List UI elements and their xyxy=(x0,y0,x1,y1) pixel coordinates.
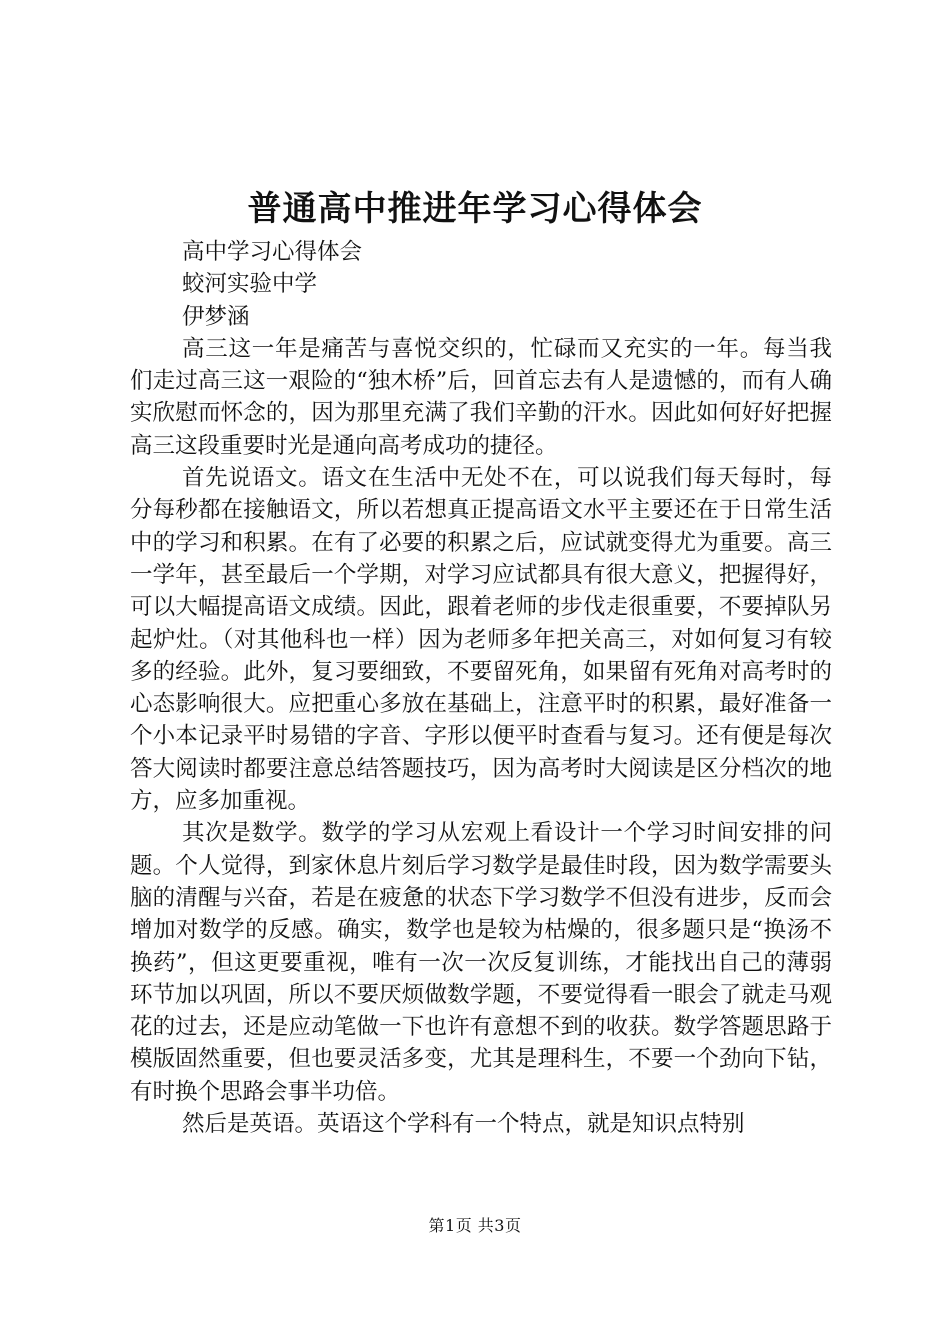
paragraph-subtitle: 高中学习心得体会 xyxy=(182,239,363,265)
paragraph-english: 然后是英语。英语这个学科有一个特点，就是知识点特别 xyxy=(182,1111,745,1138)
paragraph-school: 蛟河实验中学 xyxy=(182,271,318,298)
paragraph-author: 伊梦涵 xyxy=(182,303,250,330)
paragraph-chinese: 首先说语文。语文在生活中无处不在，可以说我们每天每时，每分每秒都在接触语文，所以若想真正提高语文水平主要还在于日常生活中的学习和积累。在有了必要的积累之后，应试就变得尤为重要。高三一学年，甚至最后一个学期，对学习应试都具有很大意义，把握得好，可以大幅提高语文成绩。因此，跟着老师的步伐走很重要，不要掉队另起炉灶。（对其他科也一样）因为老师多年把关高三，对如何复习有较多的经验。此外，复习要细致，不要留死角，如果留有死角对高考时的心态影响很大。应把重心多放在基础上，注意平时的积累，最好准备一个小本记录平时易错的字音、字形以便平时查看与复习。还有便是每次答大阅读时都要注意总结答题技巧，因为高考时大阅读是区分档次的地方，应多加重视。 xyxy=(130,465,832,815)
page-title: 普通高中推进年学习心得体会 xyxy=(247,189,703,229)
paragraph-math: 其次是数学。数学的学习从宏观上看设计一个学习时间安排的问题。个人觉得，到家休息片刻后学习数学是最佳时段，因为数学需要头脑的清醒与兴奋，若是在疲惫的状态下学习数学不但没有进步，反而会增加对数学的反感。确实，数学也是较为枯燥的，很多题只是“换汤不换药”，但这更要重视，唯有一次一次反复训练，才能找出自己的薄弱环节加以巩固，所以不要厌烦做数学题，不要觉得看一眼会了就走马观花的过去，还是应动笔做一下也许有意想不到的收获。数学答题思路于模版固然重要，但也要灵活多变，尤其是理科生，不要一个劲向下钻，有时换个思路会事半功倍。 xyxy=(130,820,832,1105)
paragraph-intro: 高三这一年是痛苦与喜悦交织的，忙碌而又充实的一年。每当我们走过高三这一艰险的“独木桥”后，回首忘去有人是遗憾的，而有人确实欣慰而怀念的，因为那里充满了我们辛勤的汗水。因此如何好好把握高三这段重要时光是通向高考成功的捷径。 xyxy=(130,335,832,459)
document-body xyxy=(130,236,832,1140)
page-footer: 第1页 共3页 xyxy=(428,1216,522,1235)
